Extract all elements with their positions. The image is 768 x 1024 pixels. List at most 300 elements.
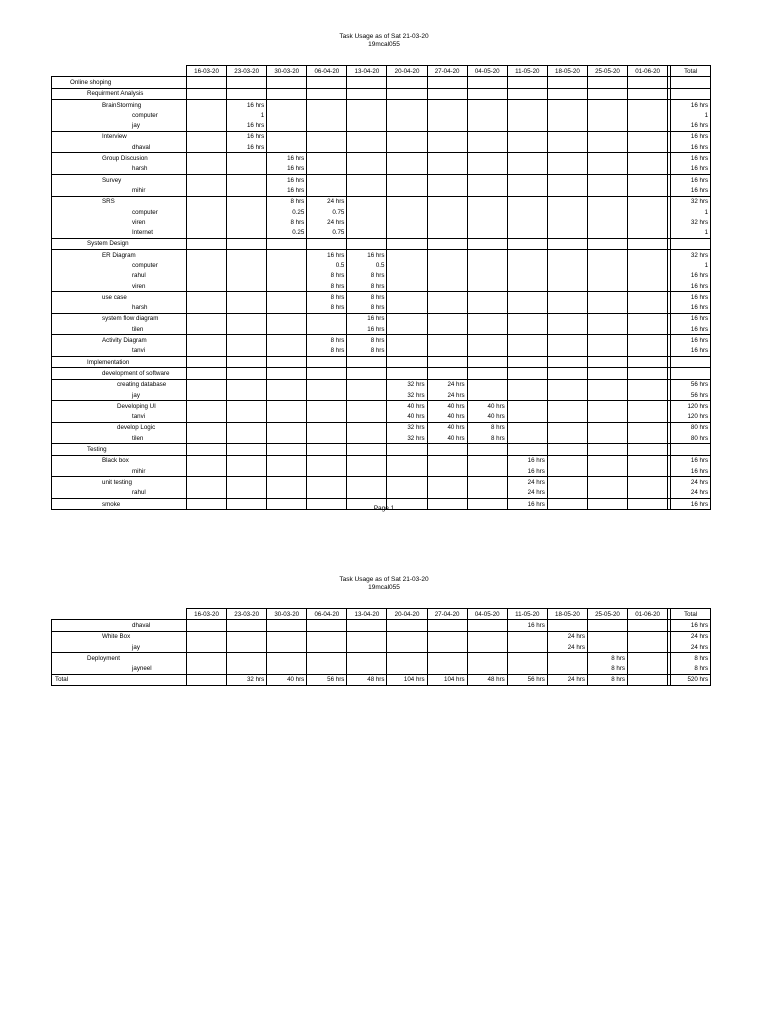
total-cell: 16 hrs <box>671 271 711 281</box>
usage-cell <box>587 303 627 314</box>
usage-cell <box>628 303 668 314</box>
usage-cell <box>547 444 587 455</box>
usage-cell <box>628 444 668 455</box>
usage-cell: 40 hrs <box>267 674 307 685</box>
usage-cell <box>227 164 267 175</box>
usage-cell <box>267 357 307 368</box>
table-row <box>52 412 711 423</box>
usage-cell <box>427 357 467 368</box>
usage-cell <box>547 153 587 164</box>
header-date: 06-04-20 <box>307 66 347 77</box>
table-row <box>52 131 711 142</box>
task-name-cell: rahul <box>52 488 187 499</box>
usage-cell <box>628 88 668 99</box>
total-cell: 1 <box>671 227 711 238</box>
usage-cell <box>547 324 587 335</box>
task-name-cell: Activity Diagram <box>52 335 187 346</box>
total-cell: 56 hrs <box>671 379 711 390</box>
usage-cell: 24 hrs <box>507 488 547 499</box>
usage-cell <box>547 250 587 261</box>
usage-cell <box>387 324 427 335</box>
usage-cell <box>347 357 387 368</box>
usage-cell <box>507 120 547 131</box>
header-row <box>52 609 711 620</box>
table-row <box>52 174 711 185</box>
usage-cell <box>507 281 547 292</box>
usage-cell <box>467 379 507 390</box>
usage-cell <box>628 260 668 270</box>
total-cell: 16 hrs <box>671 153 711 164</box>
usage-cell <box>467 260 507 270</box>
usage-cell <box>267 477 307 488</box>
usage-cell <box>628 401 668 412</box>
usage-cell <box>387 488 427 499</box>
table-row <box>52 303 711 314</box>
usage-cell <box>628 217 668 227</box>
usage-cell <box>628 281 668 292</box>
usage-cell <box>467 466 507 477</box>
usage-cell <box>347 174 387 185</box>
usage-cell: 40 hrs <box>427 412 467 423</box>
usage-cell: 16 hrs <box>267 164 307 175</box>
usage-cell <box>547 412 587 423</box>
usage-cell <box>628 466 668 477</box>
task-name-cell: ER Diagram <box>52 250 187 261</box>
usage-cell <box>547 164 587 175</box>
usage-cell <box>427 303 467 314</box>
table-row <box>52 335 711 346</box>
usage-cell <box>307 401 347 412</box>
usage-cell <box>628 227 668 238</box>
usage-cell <box>547 663 587 674</box>
total-cell: 80 hrs <box>671 433 711 444</box>
usage-cell <box>347 77 387 88</box>
report-title: Task Usage as of Sat 21-03-20 <box>339 576 429 583</box>
usage-cell <box>227 303 267 314</box>
usage-cell <box>387 444 427 455</box>
usage-cell <box>507 379 547 390</box>
usage-cell <box>587 357 627 368</box>
usage-cell <box>628 477 668 488</box>
usage-cell <box>507 131 547 142</box>
usage-cell <box>587 466 627 477</box>
usage-cell <box>187 422 227 433</box>
table-row <box>52 674 711 685</box>
usage-cell <box>347 433 387 444</box>
table-row <box>52 466 711 477</box>
usage-cell <box>227 368 267 379</box>
table-row <box>52 88 711 99</box>
usage-cell <box>467 238 507 249</box>
usage-cell <box>387 455 427 466</box>
total-cell <box>671 88 711 99</box>
total-cell <box>671 77 711 88</box>
total-cell <box>671 444 711 455</box>
usage-cell <box>467 99 507 110</box>
usage-cell <box>587 260 627 270</box>
usage-cell <box>507 357 547 368</box>
usage-cell <box>507 207 547 217</box>
usage-cell: 40 hrs <box>427 433 467 444</box>
usage-cell <box>267 631 307 642</box>
usage-cell <box>427 477 467 488</box>
total-cell: 8 hrs <box>671 653 711 664</box>
usage-cell <box>628 357 668 368</box>
usage-cell <box>227 455 267 466</box>
usage-cell <box>467 77 507 88</box>
total-cell: 32 hrs <box>671 196 711 207</box>
header-date: 16-03-20 <box>187 66 227 77</box>
total-cell <box>671 368 711 379</box>
header-date: 20-04-20 <box>387 609 427 620</box>
usage-cell: 56 hrs <box>307 674 347 685</box>
usage-cell <box>227 335 267 346</box>
table-row <box>52 401 711 412</box>
usage-cell <box>507 303 547 314</box>
usage-cell <box>187 642 227 653</box>
usage-cell <box>227 292 267 303</box>
usage-cell <box>187 238 227 249</box>
usage-cell <box>187 88 227 99</box>
usage-cell: 0.75 <box>307 207 347 217</box>
usage-cell <box>587 217 627 227</box>
usage-cell: 24 hrs <box>507 477 547 488</box>
usage-cell <box>187 412 227 423</box>
usage-cell <box>547 174 587 185</box>
usage-cell <box>467 281 507 292</box>
header-date: 16-03-20 <box>187 609 227 620</box>
usage-cell <box>387 250 427 261</box>
task-name-cell: use case <box>52 292 187 303</box>
usage-cell <box>507 271 547 281</box>
usage-cell <box>187 131 227 142</box>
report-subtitle: 19mcal055 <box>368 41 400 48</box>
usage-cell <box>547 271 587 281</box>
report-title: Task Usage as of Sat 21-03-20 <box>339 33 429 40</box>
usage-cell <box>547 401 587 412</box>
usage-cell <box>547 653 587 664</box>
usage-cell <box>187 207 227 217</box>
usage-cell <box>628 292 668 303</box>
usage-cell <box>227 77 267 88</box>
usage-cell <box>187 335 227 346</box>
usage-cell: 0.5 <box>307 260 347 270</box>
usage-cell <box>307 131 347 142</box>
usage-cell <box>628 422 668 433</box>
usage-cell <box>547 131 587 142</box>
usage-cell <box>387 174 427 185</box>
usage-cell <box>267 653 307 664</box>
usage-cell <box>347 477 387 488</box>
usage-cell <box>507 174 547 185</box>
usage-cell <box>227 422 267 433</box>
table-row <box>52 444 711 455</box>
usage-cell <box>307 433 347 444</box>
usage-cell <box>427 110 467 120</box>
usage-cell <box>587 271 627 281</box>
usage-cell <box>307 663 347 674</box>
usage-cell: 8 hrs <box>347 303 387 314</box>
usage-cell <box>467 663 507 674</box>
usage-cell <box>467 324 507 335</box>
usage-cell <box>267 455 307 466</box>
usage-cell <box>587 444 627 455</box>
usage-cell <box>187 455 227 466</box>
table-row <box>52 120 711 131</box>
usage-cell <box>347 99 387 110</box>
usage-cell <box>547 466 587 477</box>
usage-cell <box>307 142 347 153</box>
usage-cell <box>587 631 627 642</box>
usage-cell <box>467 313 507 324</box>
usage-cell: 8 hrs <box>347 281 387 292</box>
usage-cell <box>227 631 267 642</box>
table-row <box>52 217 711 227</box>
usage-cell <box>387 281 427 292</box>
total-cell: 16 hrs <box>671 455 711 466</box>
usage-cell <box>547 357 587 368</box>
usage-cell <box>387 185 427 196</box>
task-name-cell: develop Logic <box>52 422 187 433</box>
table-row <box>52 142 711 153</box>
usage-cell <box>227 271 267 281</box>
usage-cell: 16 hrs <box>227 120 267 131</box>
total-cell: 16 hrs <box>671 498 711 509</box>
usage-cell <box>267 238 307 249</box>
usage-cell <box>227 466 267 477</box>
usage-cell <box>587 153 627 164</box>
usage-cell <box>387 477 427 488</box>
usage-cell <box>387 368 427 379</box>
usage-cell: 32 hrs <box>387 379 427 390</box>
table-row <box>52 250 711 261</box>
usage-cell <box>587 488 627 499</box>
usage-cell <box>507 260 547 270</box>
usage-cell <box>187 217 227 227</box>
usage-cell <box>547 368 587 379</box>
task-name-cell: development of software <box>52 368 187 379</box>
total-cell: 16 hrs <box>671 324 711 335</box>
usage-cell <box>347 131 387 142</box>
usage-cell <box>467 390 507 401</box>
usage-cell: 104 hrs <box>387 674 427 685</box>
usage-cell <box>347 185 387 196</box>
usage-cell <box>628 488 668 499</box>
usage-cell <box>347 153 387 164</box>
task-name-cell: rahul <box>52 271 187 281</box>
usage-cell <box>587 455 627 466</box>
table-row <box>52 368 711 379</box>
usage-cell <box>467 620 507 631</box>
usage-cell: 8 hrs <box>307 292 347 303</box>
table-row <box>52 433 711 444</box>
usage-cell <box>347 455 387 466</box>
usage-cell <box>187 164 227 175</box>
task-name-cell: Survey <box>52 174 187 185</box>
usage-cell: 16 hrs <box>347 324 387 335</box>
usage-cell <box>507 444 547 455</box>
usage-cell <box>507 390 547 401</box>
usage-cell <box>467 250 507 261</box>
total-cell: 1 <box>671 110 711 120</box>
usage-cell <box>307 620 347 631</box>
usage-cell <box>547 433 587 444</box>
header-date: 27-04-20 <box>427 66 467 77</box>
table-row <box>52 99 711 110</box>
task-name-cell: Online shoping <box>52 77 187 88</box>
usage-cell <box>507 88 547 99</box>
total-cell: 16 hrs <box>671 185 711 196</box>
usage-cell: 40 hrs <box>467 401 507 412</box>
usage-cell <box>267 368 307 379</box>
usage-cell <box>267 281 307 292</box>
usage-cell <box>427 174 467 185</box>
usage-cell <box>267 250 307 261</box>
task-name-cell: unit testing <box>52 477 187 488</box>
usage-cell <box>267 466 307 477</box>
total-cell: 16 hrs <box>671 346 711 357</box>
usage-cell <box>628 368 668 379</box>
usage-cell <box>427 653 467 664</box>
usage-cell: 0.5 <box>347 260 387 270</box>
usage-cell <box>427 99 467 110</box>
usage-cell <box>387 131 427 142</box>
usage-cell <box>547 142 587 153</box>
usage-cell <box>347 653 387 664</box>
usage-cell <box>307 631 347 642</box>
total-cell: 16 hrs <box>671 303 711 314</box>
total-cell <box>671 357 711 368</box>
task-name-cell: Total <box>52 674 187 685</box>
usage-cell <box>587 185 627 196</box>
usage-cell <box>587 250 627 261</box>
usage-cell <box>187 324 227 335</box>
usage-cell: 16 hrs <box>347 250 387 261</box>
usage-cell <box>227 620 267 631</box>
usage-cell <box>227 653 267 664</box>
usage-cell <box>187 444 227 455</box>
usage-cell <box>387 260 427 270</box>
usage-cell <box>387 88 427 99</box>
usage-cell <box>347 620 387 631</box>
usage-cell <box>347 238 387 249</box>
task-name-cell: BrainStorming <box>52 99 187 110</box>
total-cell: 24 hrs <box>671 477 711 488</box>
usage-cell <box>187 281 227 292</box>
header-date: 27-04-20 <box>427 609 467 620</box>
usage-cell <box>427 642 467 653</box>
total-cell: 24 hrs <box>671 488 711 499</box>
usage-cell: 40 hrs <box>387 412 427 423</box>
usage-cell <box>427 292 467 303</box>
usage-cell <box>507 642 547 653</box>
usage-cell <box>507 433 547 444</box>
usage-cell <box>187 77 227 88</box>
usage-cell <box>387 99 427 110</box>
header-date: 11-05-20 <box>507 66 547 77</box>
usage-cell <box>467 653 507 664</box>
usage-cell <box>547 313 587 324</box>
usage-cell <box>267 292 307 303</box>
usage-cell: 32 hrs <box>227 674 267 685</box>
usage-cell <box>267 401 307 412</box>
usage-cell <box>547 422 587 433</box>
usage-cell <box>628 271 668 281</box>
task-name-cell: system flow diagram <box>52 313 187 324</box>
usage-cell: 24 hrs <box>427 379 467 390</box>
usage-cell <box>227 153 267 164</box>
usage-cell: 1 <box>227 110 267 120</box>
table-row <box>52 663 711 674</box>
table-row <box>52 357 711 368</box>
usage-cell <box>587 477 627 488</box>
usage-cell <box>587 401 627 412</box>
usage-cell <box>267 346 307 357</box>
usage-cell <box>587 346 627 357</box>
usage-cell <box>507 346 547 357</box>
usage-cell <box>427 313 467 324</box>
task-name-cell: Developing UI <box>52 401 187 412</box>
usage-cell: 8 hrs <box>307 281 347 292</box>
total-cell: 24 hrs <box>671 631 711 642</box>
usage-cell: 16 hrs <box>507 620 547 631</box>
usage-cell <box>387 346 427 357</box>
usage-cell <box>628 346 668 357</box>
usage-cell: 24 hrs <box>547 642 587 653</box>
usage-cell <box>587 620 627 631</box>
usage-cell <box>347 642 387 653</box>
usage-cell <box>467 335 507 346</box>
usage-cell <box>587 292 627 303</box>
usage-cell <box>427 131 467 142</box>
usage-cell <box>187 260 227 270</box>
usage-cell <box>547 196 587 207</box>
usage-cell: 8 hrs <box>307 335 347 346</box>
usage-cell <box>628 250 668 261</box>
usage-cell <box>547 260 587 270</box>
usage-cell <box>628 631 668 642</box>
usage-cell <box>267 131 307 142</box>
usage-cell <box>427 120 467 131</box>
usage-cell <box>307 488 347 499</box>
usage-cell <box>347 422 387 433</box>
usage-cell <box>507 110 547 120</box>
usage-cell <box>267 271 307 281</box>
table-row <box>52 77 711 88</box>
table-row <box>52 260 711 270</box>
usage-cell <box>547 185 587 196</box>
usage-cell <box>187 174 227 185</box>
usage-cell <box>427 207 467 217</box>
usage-cell <box>467 346 507 357</box>
usage-cell <box>467 88 507 99</box>
usage-cell <box>507 250 547 261</box>
usage-cell <box>267 99 307 110</box>
task-name-cell: mihir <box>52 466 187 477</box>
usage-cell: 16 hrs <box>227 99 267 110</box>
usage-cell <box>307 185 347 196</box>
usage-cell <box>187 390 227 401</box>
usage-cell <box>467 131 507 142</box>
table-row <box>52 207 711 217</box>
usage-cell <box>227 260 267 270</box>
usage-cell: 16 hrs <box>267 153 307 164</box>
usage-cell <box>347 164 387 175</box>
usage-cell <box>427 324 467 335</box>
usage-cell <box>467 368 507 379</box>
usage-cell <box>347 663 387 674</box>
header-date: 18-05-20 <box>547 66 587 77</box>
